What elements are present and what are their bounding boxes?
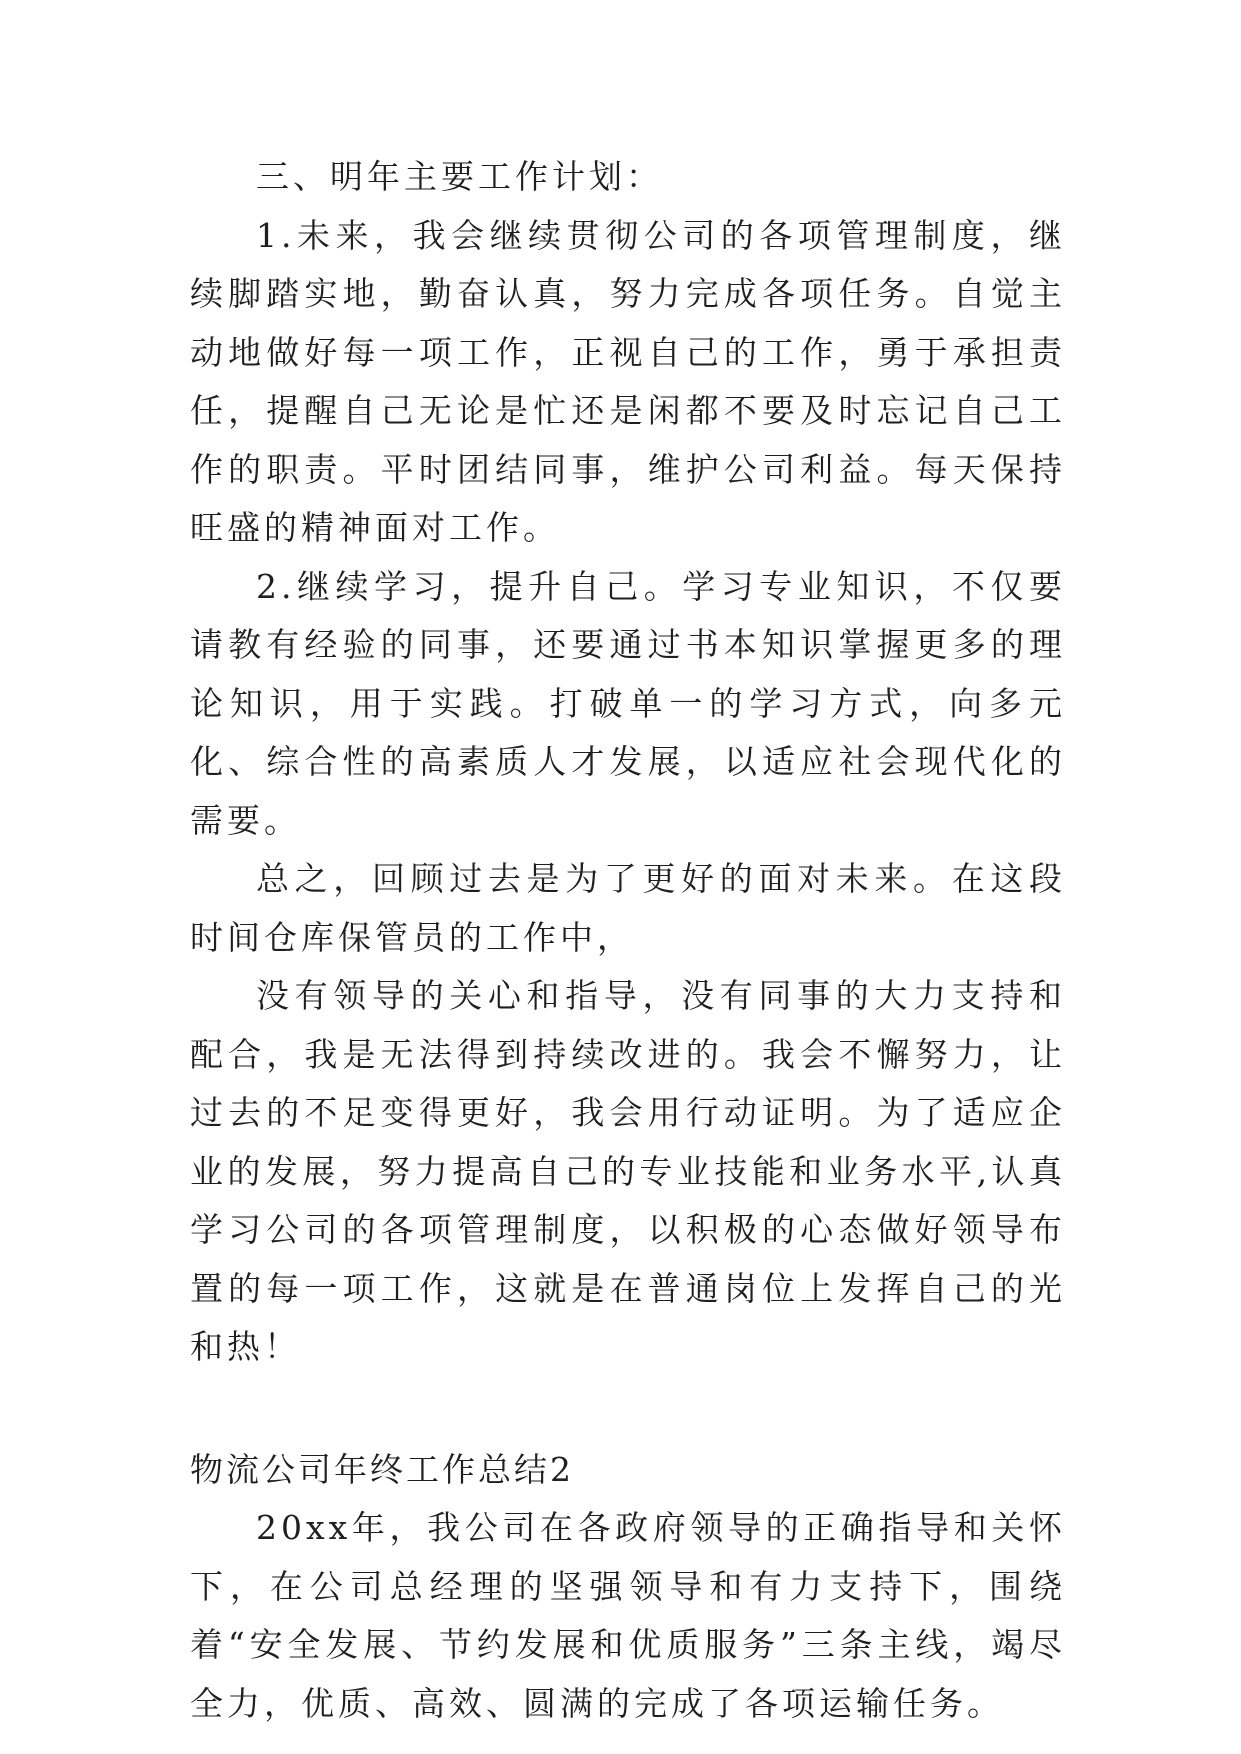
plan-item-1: 1.未来，我会继续贯彻公司的各项管理制度，继续脚踏实地，勤奋认真，努力完成各项任务。自觉主动地做好每一项工作，正视自己的工作，勇于承担责任，提醒自己无论是忙还是闲都不要及时忘记自己工作的职责。平时团结同事，维护公司利益。每天保持旺盛的精神面对工作。: [190, 215, 1066, 547]
section-title: 物流公司年终工作总结2: [190, 1449, 574, 1489]
summary-paragraph-1: 总之，回顾过去是为了更好的面对未来。在这段时间仓库保管员的工作中，: [190, 859, 1066, 957]
section-intro-paragraph: 20xx年，我公司在各政府领导的正确指导和关怀下，在公司总经理的坚强领导和有力支持下，围绕着“安全发展、节约发展和优质服务”三条主线，竭尽全力，优质、高效、圆满的完成了各项运输任务。: [190, 1508, 1066, 1723]
plan-heading: 三、明年主要工作计划：: [256, 157, 663, 196]
document-body: [190, 148, 1066, 1733]
summary-paragraph-2: 没有领导的关心和指导，没有同事的大力支持和配合，我是无法得到持续改进的。我会不懈努力，让过去的不足变得更好，我会用行动证明。为了适应企业的发展，努力提高自己的专业技能和业务水平,认真学习公司的各项管理制度，以积极的心态做好领导布置的每一项工作，这就是在普通岗位上发挥自己的光和热！: [190, 976, 1066, 1366]
plan-item-2: 2.继续学习，提升自己。学习专业知识，不仅要请教有经验的同事，还要通过书本知识掌握更多的理论知识，用于实践。打破单一的学习方式，向多元化、综合性的高素质人才发展，以适应社会现代化的需要。: [190, 566, 1066, 840]
